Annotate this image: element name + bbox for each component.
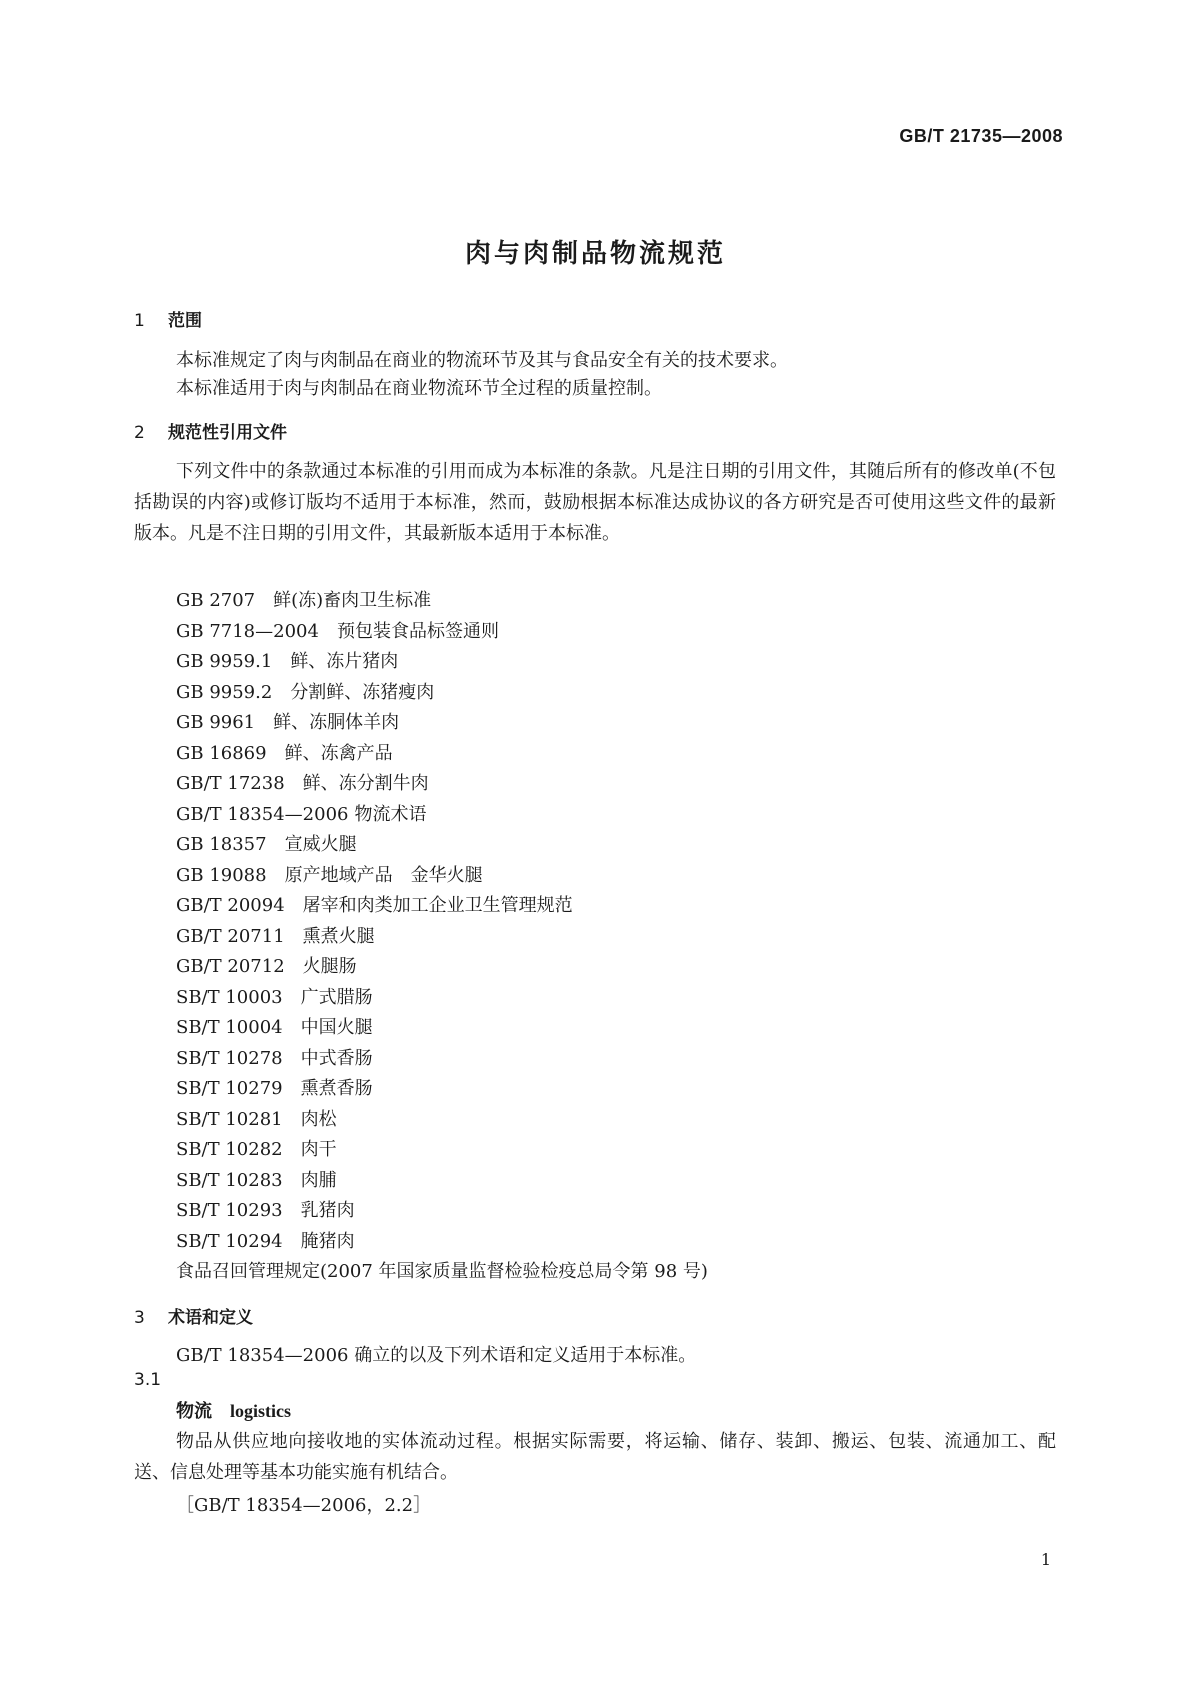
paragraph: 本标准适用于肉与肉制品在商业物流环节全过程的质量控制。 <box>176 378 662 399</box>
section-heading-normative-references <box>134 418 287 443</box>
reference-item: GB/T 20094 屠宰和肉类加工企业卫生管理规范 <box>176 895 573 916</box>
paragraph: 下列文件中的条款通过本标准的引用而成为本标准的条款。凡是注日期的引用文件，其随后所有的修改单(不包括勘误的内容)或修订版均不适用于本标准，然而，鼓励根据本标准达成协议的各方研究是否可使用这些文件的最新版本。凡是不注日期的引用文件，其最新版本适用于本标准。 <box>134 461 1056 544</box>
reference-item: GB/T 18354—2006 物流术语 <box>176 803 427 825</box>
section-number: 1 <box>134 311 145 331</box>
term-source: ［GB/T 18354—2006，2.2］ <box>176 1495 432 1516</box>
standard-code: GB/T 21735—2008 <box>899 126 1063 146</box>
section-number: 2 <box>134 423 145 443</box>
reference-item: GB 16869 鲜、冻禽产品 <box>176 742 393 764</box>
section-title: 规范性引用文件 <box>168 423 287 443</box>
reference-item: GB/T 20712 火腿肠 <box>176 956 357 977</box>
reference-item: GB 19088 原产地域产品 金华火腿 <box>176 864 483 886</box>
reference-item: SB/T 10283 肉脯 <box>176 1169 337 1191</box>
reference-item: 食品召回管理规定(2007 年国家质量监督检验检疫总局令第 98 号) <box>176 1261 708 1282</box>
reference-item: SB/T 10294 腌猪肉 <box>176 1230 355 1252</box>
reference-item: GB 7718—2004 预包装食品标签通则 <box>176 620 499 642</box>
page-number: 1 <box>1040 1550 1051 1569</box>
reference-item: SB/T 10004 中国火腿 <box>176 1017 373 1038</box>
reference-item: GB 9961 鲜、冻胴体羊肉 <box>176 712 400 733</box>
reference-item: GB 18357 宣威火腿 <box>176 834 357 855</box>
reference-item: GB 9959.1 鲜、冻片猪肉 <box>176 651 399 672</box>
reference-item: GB 9959.2 分割鲜、冻猪瘦肉 <box>176 681 435 703</box>
section-title: 术语和定义 <box>168 1308 253 1328</box>
section-heading-terms-definitions <box>134 1303 253 1328</box>
reference-item: GB/T 17238 鲜、冻分割牛肉 <box>176 773 429 794</box>
paragraph: GB/T 18354—2006 确立的以及下列术语和定义适用于本标准。 <box>176 1345 697 1366</box>
term-heading <box>176 1397 291 1423</box>
section-heading-scope <box>134 306 202 331</box>
reference-item: SB/T 10293 乳猪肉 <box>176 1200 355 1221</box>
reference-item: SB/T 10281 肉松 <box>176 1108 337 1130</box>
reference-item: SB/T 10003 广式腊肠 <box>176 986 373 1008</box>
reference-item: SB/T 10278 中式香肠 <box>176 1047 373 1069</box>
section-title: 范围 <box>168 311 202 331</box>
reference-item: SB/T 10282 肉干 <box>176 1139 337 1160</box>
paragraph: 本标准规定了肉与肉制品在商业的物流环节及其与食品安全有关的技术要求。 <box>176 350 788 371</box>
term-chinese: 物流 <box>176 1401 212 1422</box>
term-definition: 物品从供应地向接收地的实体流动过程。根据实际需要，将运输、储存、装卸、搬运、包装、流通加工、配送、信息处理等基本功能实施有机结合。 <box>134 1431 1056 1483</box>
document-title: 肉与肉制品物流规范 <box>464 239 726 269</box>
reference-item: GB/T 20711 熏煮火腿 <box>176 925 375 947</box>
reference-item: GB 2707 鲜(冻)畜肉卫生标准 <box>176 590 432 611</box>
section-number: 3 <box>134 1308 145 1328</box>
term-english: logistics <box>230 1401 291 1421</box>
reference-list <box>176 586 708 1288</box>
reference-item: SB/T 10279 熏煮香肠 <box>176 1078 373 1099</box>
term-number: 3.1 <box>134 1370 162 1390</box>
